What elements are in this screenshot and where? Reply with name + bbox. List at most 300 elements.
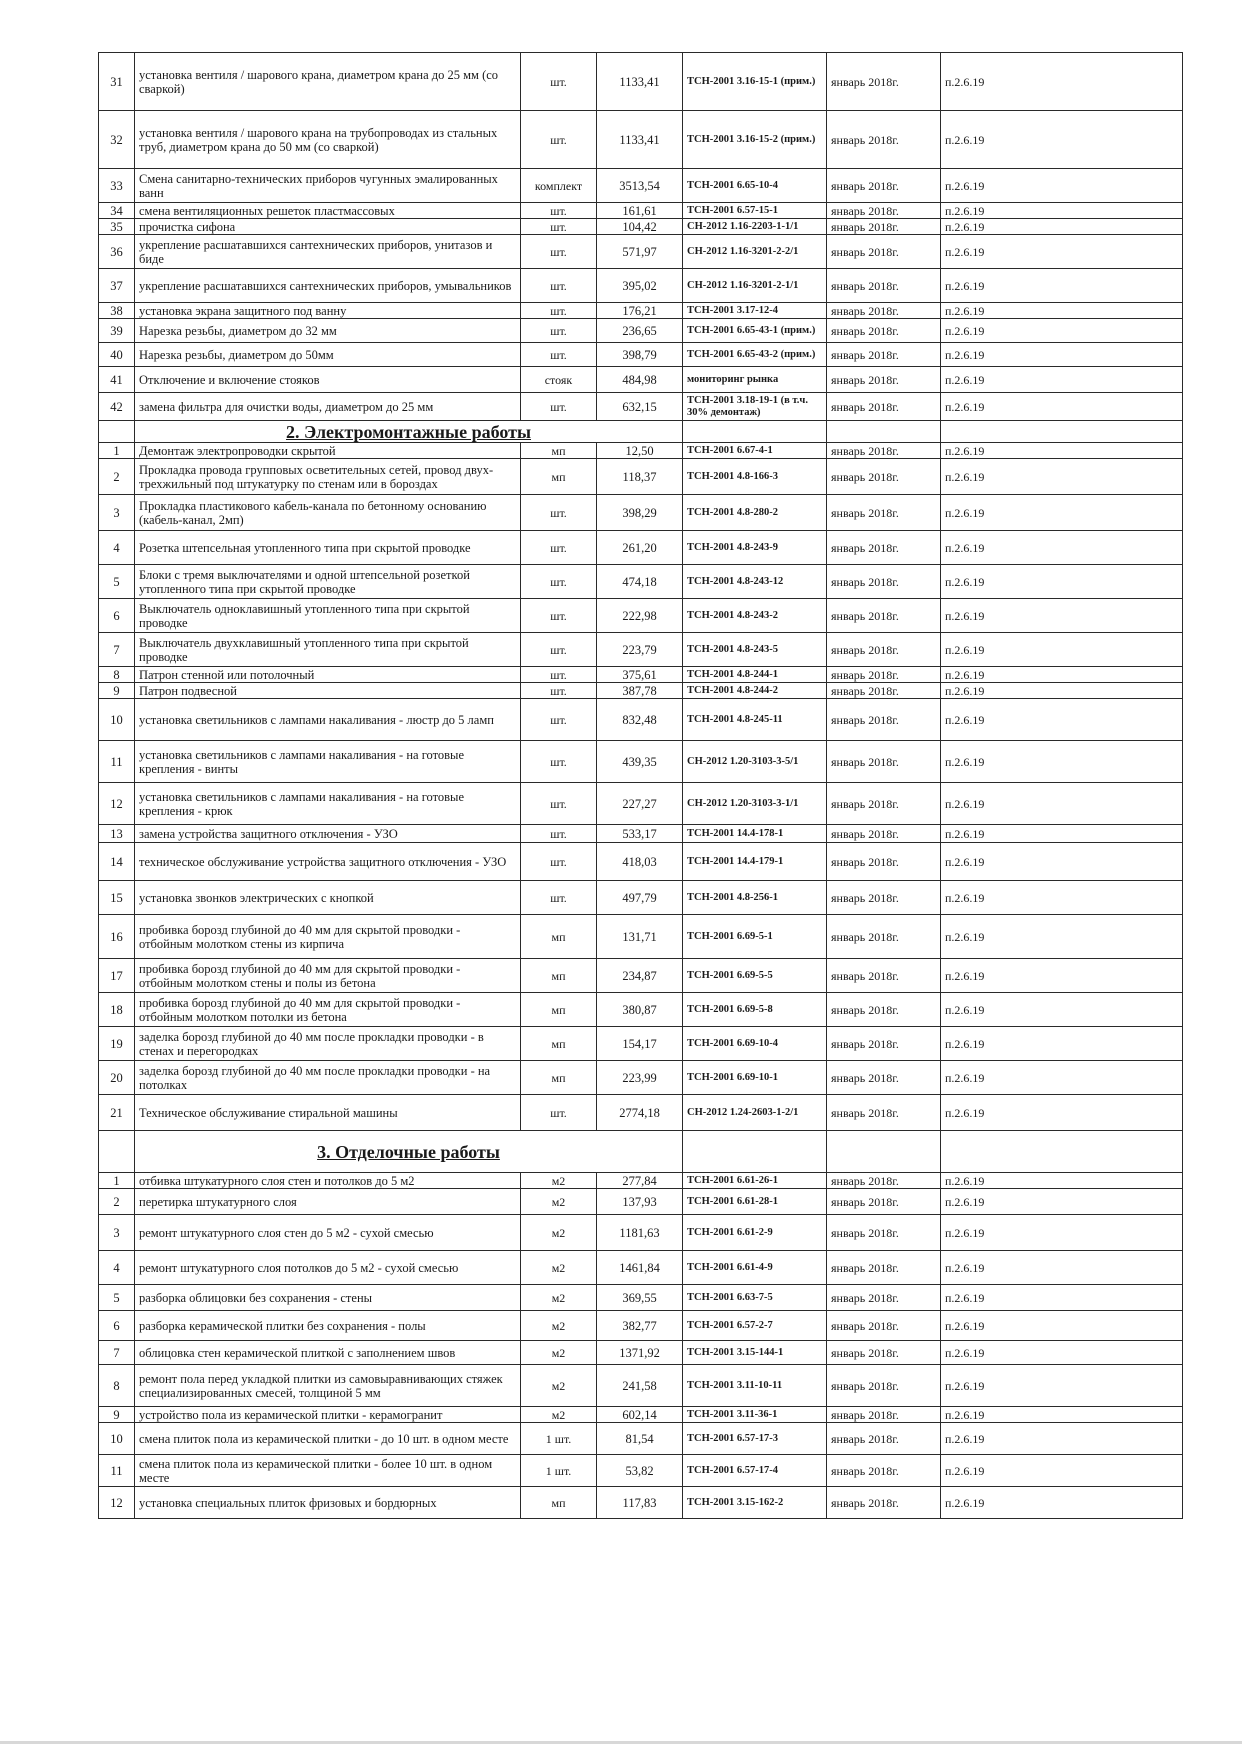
table-row	[99, 1341, 1183, 1365]
norm-code: ТСН-2001 3.16-15-1 (прим.)	[683, 53, 827, 111]
norm-code: СН-2012 1.16-2203-1-1/1	[683, 219, 827, 235]
row-number: 2	[99, 459, 135, 495]
unit-of-measure: мп	[521, 915, 597, 959]
norm-code: ТСН-2001 3.11-10-11	[683, 1365, 827, 1407]
price-date: январь 2018г.	[827, 1061, 941, 1095]
clause-ref: п.2.6.19	[941, 1455, 1183, 1487]
norm-code: ТСН-2001 6.63-7-5	[683, 1285, 827, 1311]
norm-code: СН-2012 1.16-3201-2-2/1	[683, 235, 827, 269]
table-row	[99, 1215, 1183, 1251]
table-row	[99, 169, 1183, 203]
clause-ref: п.2.6.19	[941, 741, 1183, 783]
table-row	[99, 203, 1183, 219]
clause-ref: п.2.6.19	[941, 915, 1183, 959]
work-description: Нарезка резьбы, диаметром до 32 мм	[135, 319, 521, 343]
row-number: 4	[99, 531, 135, 565]
norm-code: ТСН-2001 6.69-5-5	[683, 959, 827, 993]
row-number: 6	[99, 599, 135, 633]
table-row	[99, 1027, 1183, 1061]
section-header-row	[99, 1131, 1183, 1173]
unit-of-measure: шт.	[521, 633, 597, 667]
norm-code: ТСН-2001 6.57-17-4	[683, 1455, 827, 1487]
work-description: пробивка борозд глубиной до 40 мм для скрытой проводки - отбойным молотком стены из кирпича	[135, 915, 521, 959]
norm-code: ТСН-2001 3.11-36-1	[683, 1407, 827, 1423]
unit-of-measure: шт.	[521, 825, 597, 843]
table-row	[99, 235, 1183, 269]
work-description: смена вентиляционных решеток пластмассовых	[135, 203, 521, 219]
unit-of-measure: комплект	[521, 169, 597, 203]
row-number: 8	[99, 1365, 135, 1407]
price-value: 1133,41	[597, 53, 683, 111]
work-description: разборка керамической плитки без сохранения - полы	[135, 1311, 521, 1341]
unit-of-measure: шт.	[521, 269, 597, 303]
clause-ref: п.2.6.19	[941, 1251, 1183, 1285]
clause-ref: п.2.6.19	[941, 111, 1183, 169]
norm-code: ТСН-2001 6.61-26-1	[683, 1173, 827, 1189]
table-row	[99, 443, 1183, 459]
price-date: январь 2018г.	[827, 53, 941, 111]
section-empty-cell	[827, 421, 941, 443]
price-date: январь 2018г.	[827, 1455, 941, 1487]
work-description: Патрон стенной или потолочный	[135, 667, 521, 683]
section-title: 3. Отделочные работы	[135, 1131, 683, 1173]
row-number: 9	[99, 683, 135, 699]
price-value: 222,98	[597, 599, 683, 633]
unit-of-measure: м2	[521, 1311, 597, 1341]
row-number: 5	[99, 1285, 135, 1311]
price-value: 375,61	[597, 667, 683, 683]
work-description: Выключатель двухклавишный утопленного типа при скрытой проводке	[135, 633, 521, 667]
work-description: Нарезка резьбы, диаметром до 50мм	[135, 343, 521, 367]
clause-ref: п.2.6.19	[941, 959, 1183, 993]
table-row	[99, 683, 1183, 699]
table-row	[99, 219, 1183, 235]
row-number: 3	[99, 495, 135, 531]
row-number: 11	[99, 1455, 135, 1487]
clause-ref: п.2.6.19	[941, 531, 1183, 565]
work-description: Прокладка пластикового кабель-канала по бетонному основанию (кабель-канал, 2мп)	[135, 495, 521, 531]
price-value: 161,61	[597, 203, 683, 219]
work-description: Техническое обслуживание стиральной машины	[135, 1095, 521, 1131]
price-value: 1181,63	[597, 1215, 683, 1251]
table-row	[99, 367, 1183, 393]
unit-of-measure: шт.	[521, 219, 597, 235]
norm-code: ТСН-2001 4.8-256-1	[683, 881, 827, 915]
unit-of-measure: шт.	[521, 599, 597, 633]
table-row	[99, 959, 1183, 993]
norm-code: ТСН-2001 14.4-178-1	[683, 825, 827, 843]
row-number: 5	[99, 565, 135, 599]
clause-ref: п.2.6.19	[941, 443, 1183, 459]
norm-code: СН-2012 1.20-3103-3-5/1	[683, 741, 827, 783]
unit-of-measure: м2	[521, 1189, 597, 1215]
table-row	[99, 53, 1183, 111]
work-description: пробивка борозд глубиной до 40 мм для скрытой проводки - отбойным молотком потолки из бетона	[135, 993, 521, 1027]
section-empty-cell	[683, 421, 827, 443]
norm-code: ТСН-2001 6.65-43-1 (прим.)	[683, 319, 827, 343]
row-number: 42	[99, 393, 135, 421]
clause-ref: п.2.6.19	[941, 683, 1183, 699]
work-description: пробивка борозд глубиной до 40 мм для скрытой проводки - отбойным молотком стены и полы из бетона	[135, 959, 521, 993]
section-empty-cell	[941, 421, 1183, 443]
clause-ref: п.2.6.19	[941, 1173, 1183, 1189]
price-value: 398,29	[597, 495, 683, 531]
norm-code: ТСН-2001 6.69-10-4	[683, 1027, 827, 1061]
norm-code: ТСН-2001 4.8-243-9	[683, 531, 827, 565]
table-row	[99, 565, 1183, 599]
price-value: 439,35	[597, 741, 683, 783]
clause-ref: п.2.6.19	[941, 565, 1183, 599]
price-value: 418,03	[597, 843, 683, 881]
clause-ref: п.2.6.19	[941, 169, 1183, 203]
clause-ref: п.2.6.19	[941, 269, 1183, 303]
price-date: январь 2018г.	[827, 203, 941, 219]
price-date: январь 2018г.	[827, 683, 941, 699]
table-row	[99, 269, 1183, 303]
unit-of-measure: шт.	[521, 565, 597, 599]
row-number: 10	[99, 1423, 135, 1455]
unit-of-measure: м2	[521, 1285, 597, 1311]
clause-ref: п.2.6.19	[941, 1061, 1183, 1095]
price-date: январь 2018г.	[827, 269, 941, 303]
work-description: установка специальных плиток фризовых и бордюрных	[135, 1487, 521, 1519]
clause-ref: п.2.6.19	[941, 1487, 1183, 1519]
unit-of-measure: мп	[521, 1027, 597, 1061]
table-row	[99, 633, 1183, 667]
price-date: январь 2018г.	[827, 343, 941, 367]
work-description: установка звонков электрических с кнопкой	[135, 881, 521, 915]
row-number: 39	[99, 319, 135, 343]
clause-ref: п.2.6.19	[941, 1341, 1183, 1365]
row-number: 32	[99, 111, 135, 169]
section-empty-cell	[941, 1131, 1183, 1173]
table-row	[99, 1251, 1183, 1285]
table-row	[99, 825, 1183, 843]
clause-ref: п.2.6.19	[941, 881, 1183, 915]
unit-of-measure: шт.	[521, 683, 597, 699]
price-date: январь 2018г.	[827, 1311, 941, 1341]
clause-ref: п.2.6.19	[941, 367, 1183, 393]
clause-ref: п.2.6.19	[941, 783, 1183, 825]
norm-code: ТСН-2001 6.61-28-1	[683, 1189, 827, 1215]
unit-of-measure: шт.	[521, 495, 597, 531]
norm-code: ТСН-2001 4.8-280-2	[683, 495, 827, 531]
norm-code: ТСН-2001 14.4-179-1	[683, 843, 827, 881]
unit-of-measure: шт.	[521, 343, 597, 367]
price-date: январь 2018г.	[827, 495, 941, 531]
table-row	[99, 303, 1183, 319]
norm-code: ТСН-2001 4.8-243-12	[683, 565, 827, 599]
table-row	[99, 343, 1183, 367]
table-row	[99, 741, 1183, 783]
clause-ref: п.2.6.19	[941, 1095, 1183, 1131]
price-date: январь 2018г.	[827, 111, 941, 169]
clause-ref: п.2.6.19	[941, 393, 1183, 421]
unit-of-measure: шт.	[521, 667, 597, 683]
price-date: январь 2018г.	[827, 1285, 941, 1311]
work-description: установка светильников с лампами накаливания - на готовые крепления - крюк	[135, 783, 521, 825]
unit-of-measure: шт.	[521, 235, 597, 269]
price-date: январь 2018г.	[827, 303, 941, 319]
table-row	[99, 1311, 1183, 1341]
table-row	[99, 599, 1183, 633]
row-number: 35	[99, 219, 135, 235]
section-empty-cell	[683, 1131, 827, 1173]
row-number: 15	[99, 881, 135, 915]
norm-code: ТСН-2001 4.8-243-2	[683, 599, 827, 633]
table-row	[99, 1285, 1183, 1311]
row-number: 21	[99, 1095, 135, 1131]
row-number: 12	[99, 1487, 135, 1519]
table-row	[99, 843, 1183, 881]
section-empty-cell	[827, 1131, 941, 1173]
work-description: замена фильтра для очистки воды, диаметром до 25 мм	[135, 393, 521, 421]
norm-code: ТСН-2001 6.65-43-2 (прим.)	[683, 343, 827, 367]
clause-ref: п.2.6.19	[941, 219, 1183, 235]
work-description: укрепление расшатавшихся сантехнических приборов, умывальников	[135, 269, 521, 303]
price-value: 154,17	[597, 1027, 683, 1061]
price-table-body	[99, 53, 1183, 1519]
row-number: 1	[99, 1173, 135, 1189]
unit-of-measure: м2	[521, 1365, 597, 1407]
table-row	[99, 319, 1183, 343]
clause-ref: п.2.6.19	[941, 1311, 1183, 1341]
price-value: 387,78	[597, 683, 683, 699]
unit-of-measure: шт.	[521, 393, 597, 421]
work-description: разборка облицовки без сохранения - стены	[135, 1285, 521, 1311]
norm-code: ТСН-2001 3.15-162-2	[683, 1487, 827, 1519]
unit-of-measure: мп	[521, 993, 597, 1027]
clause-ref: п.2.6.19	[941, 495, 1183, 531]
clause-ref: п.2.6.19	[941, 843, 1183, 881]
price-date: январь 2018г.	[827, 459, 941, 495]
price-date: январь 2018г.	[827, 235, 941, 269]
price-date: январь 2018г.	[827, 959, 941, 993]
norm-code: ТСН-2001 6.57-15-1	[683, 203, 827, 219]
price-value: 241,58	[597, 1365, 683, 1407]
row-number: 31	[99, 53, 135, 111]
price-value: 2774,18	[597, 1095, 683, 1131]
row-number: 7	[99, 1341, 135, 1365]
price-date: январь 2018г.	[827, 531, 941, 565]
table-row	[99, 915, 1183, 959]
table-row	[99, 1189, 1183, 1215]
price-date: январь 2018г.	[827, 367, 941, 393]
row-number: 17	[99, 959, 135, 993]
price-value: 277,84	[597, 1173, 683, 1189]
unit-of-measure: мп	[521, 443, 597, 459]
price-value: 1371,92	[597, 1341, 683, 1365]
row-number: 16	[99, 915, 135, 959]
price-value: 474,18	[597, 565, 683, 599]
price-date: январь 2018г.	[827, 993, 941, 1027]
work-description: Прокладка провода групповых осветительных сетей, провод двух-трехжильный под штукатурку по стенам или в бороздах	[135, 459, 521, 495]
work-description: Смена санитарно-технических приборов чугунных эмалированных ванн	[135, 169, 521, 203]
unit-of-measure: шт.	[521, 699, 597, 741]
work-description: Розетка штепсельная утопленного типа при скрытой проводке	[135, 531, 521, 565]
price-date: январь 2018г.	[827, 1027, 941, 1061]
price-value: 227,27	[597, 783, 683, 825]
price-value: 832,48	[597, 699, 683, 741]
price-date: январь 2018г.	[827, 881, 941, 915]
work-description: ремонт штукатурного слоя потолков до 5 м2 - сухой смесью	[135, 1251, 521, 1285]
price-date: январь 2018г.	[827, 1095, 941, 1131]
unit-of-measure: м2	[521, 1173, 597, 1189]
clause-ref: п.2.6.19	[941, 1189, 1183, 1215]
price-date: январь 2018г.	[827, 1215, 941, 1251]
table-row	[99, 1407, 1183, 1423]
work-description: замена устройства защитного отключения - УЗО	[135, 825, 521, 843]
price-date: январь 2018г.	[827, 741, 941, 783]
work-description: Демонтаж электропроводки скрытой	[135, 443, 521, 459]
row-number: 37	[99, 269, 135, 303]
table-row	[99, 1095, 1183, 1131]
work-description: облицовка стен керамической плиткой с заполнением швов	[135, 1341, 521, 1365]
norm-code: СН-2012 1.20-3103-3-1/1	[683, 783, 827, 825]
norm-code: ТСН-2001 4.8-166-3	[683, 459, 827, 495]
clause-ref: п.2.6.19	[941, 459, 1183, 495]
work-description: Патрон подвесной	[135, 683, 521, 699]
price-date: январь 2018г.	[827, 825, 941, 843]
unit-of-measure: мп	[521, 1487, 597, 1519]
norm-code: ТСН-2001 4.8-244-2	[683, 683, 827, 699]
row-number: 12	[99, 783, 135, 825]
norm-code: ТСН-2001 6.67-4-1	[683, 443, 827, 459]
row-number: 20	[99, 1061, 135, 1095]
price-value: 137,93	[597, 1189, 683, 1215]
unit-of-measure: стояк	[521, 367, 597, 393]
row-number: 36	[99, 235, 135, 269]
price-date: январь 2018г.	[827, 843, 941, 881]
table-row	[99, 1423, 1183, 1455]
work-description: перетирка штукатурного слоя	[135, 1189, 521, 1215]
section-number-cell	[99, 421, 135, 443]
norm-code: ТСН-2001 6.57-2-7	[683, 1311, 827, 1341]
clause-ref: п.2.6.19	[941, 343, 1183, 367]
norm-code: СН-2012 1.16-3201-2-1/1	[683, 269, 827, 303]
row-number: 4	[99, 1251, 135, 1285]
clause-ref: п.2.6.19	[941, 699, 1183, 741]
work-description: установка вентиля / шарового крана, диаметром крана до 25 мм (со сваркой)	[135, 53, 521, 111]
price-date: январь 2018г.	[827, 169, 941, 203]
clause-ref: п.2.6.19	[941, 633, 1183, 667]
table-row	[99, 699, 1183, 741]
price-value: 104,42	[597, 219, 683, 235]
clause-ref: п.2.6.19	[941, 1407, 1183, 1423]
unit-of-measure: шт.	[521, 319, 597, 343]
norm-code: ТСН-2001 6.69-10-1	[683, 1061, 827, 1095]
clause-ref: п.2.6.19	[941, 203, 1183, 219]
work-description: установка светильников с лампами накаливания - на готовые крепления - винты	[135, 741, 521, 783]
price-value: 53,82	[597, 1455, 683, 1487]
norm-code: ТСН-2001 3.15-144-1	[683, 1341, 827, 1365]
table-row	[99, 783, 1183, 825]
price-value: 369,55	[597, 1285, 683, 1311]
clause-ref: п.2.6.19	[941, 825, 1183, 843]
clause-ref: п.2.6.19	[941, 53, 1183, 111]
unit-of-measure: шт.	[521, 303, 597, 319]
clause-ref: п.2.6.19	[941, 303, 1183, 319]
clause-ref: п.2.6.19	[941, 235, 1183, 269]
work-description: заделка борозд глубиной до 40 мм после прокладки проводки - на потолках	[135, 1061, 521, 1095]
work-description: установка светильников с лампами накаливания - люстр до 5 ламп	[135, 699, 521, 741]
unit-of-measure: мп	[521, 1061, 597, 1095]
price-date: январь 2018г.	[827, 443, 941, 459]
price-value: 602,14	[597, 1407, 683, 1423]
price-value: 395,02	[597, 269, 683, 303]
unit-of-measure: шт.	[521, 843, 597, 881]
section-header-row	[99, 421, 1183, 443]
price-value: 236,65	[597, 319, 683, 343]
scan-edge	[0, 1741, 1242, 1744]
unit-of-measure: м2	[521, 1251, 597, 1285]
unit-of-measure: шт.	[521, 531, 597, 565]
price-value: 223,99	[597, 1061, 683, 1095]
work-description: техническое обслуживание устройства защитного отключения - УЗО	[135, 843, 521, 881]
clause-ref: п.2.6.19	[941, 319, 1183, 343]
price-value: 571,97	[597, 235, 683, 269]
norm-code: ТСН-2001 6.69-5-8	[683, 993, 827, 1027]
work-description: укрепление расшатавшихся сантехнических приборов, унитазов и биде	[135, 235, 521, 269]
table-row	[99, 393, 1183, 421]
norm-code: ТСН-2001 3.16-15-2 (прим.)	[683, 111, 827, 169]
table-row	[99, 1365, 1183, 1407]
price-date: январь 2018г.	[827, 1341, 941, 1365]
unit-of-measure: шт.	[521, 53, 597, 111]
work-description: ремонт штукатурного слоя стен до 5 м2 - сухой смесью	[135, 1215, 521, 1251]
price-date: январь 2018г.	[827, 1365, 941, 1407]
price-value: 12,50	[597, 443, 683, 459]
section-number-cell	[99, 1131, 135, 1173]
unit-of-measure: шт.	[521, 881, 597, 915]
price-value: 118,37	[597, 459, 683, 495]
work-description: устройство пола из керамической плитки - керамогранит	[135, 1407, 521, 1423]
price-value: 380,87	[597, 993, 683, 1027]
table-row	[99, 1173, 1183, 1189]
row-number: 11	[99, 741, 135, 783]
row-number: 1	[99, 443, 135, 459]
norm-code: СН-2012 1.24-2603-1-2/1	[683, 1095, 827, 1131]
clause-ref: п.2.6.19	[941, 1365, 1183, 1407]
unit-of-measure: шт.	[521, 741, 597, 783]
unit-of-measure: 1 шт.	[521, 1455, 597, 1487]
norm-code: ТСН-2001 6.61-2-9	[683, 1215, 827, 1251]
price-value: 3513,54	[597, 169, 683, 203]
price-value: 632,15	[597, 393, 683, 421]
unit-of-measure: м2	[521, 1215, 597, 1251]
row-number: 6	[99, 1311, 135, 1341]
unit-of-measure: шт.	[521, 783, 597, 825]
price-value: 117,83	[597, 1487, 683, 1519]
row-number: 18	[99, 993, 135, 1027]
price-value: 223,79	[597, 633, 683, 667]
row-number: 14	[99, 843, 135, 881]
work-description: смена плиток пола из керамической плитки - до 10 шт. в одном месте	[135, 1423, 521, 1455]
row-number: 7	[99, 633, 135, 667]
norm-code: ТСН-2001 3.18-19-1 (в т.ч. 30% демонтаж)	[683, 393, 827, 421]
price-date: январь 2018г.	[827, 915, 941, 959]
table-row	[99, 1061, 1183, 1095]
work-description: ремонт пола перед укладкой плитки из самовыравнивающих стяжек специализированных смесей, толщиной 5 мм	[135, 1365, 521, 1407]
table-row	[99, 459, 1183, 495]
norm-code: ТСН-2001 4.8-244-1	[683, 667, 827, 683]
price-value: 1461,84	[597, 1251, 683, 1285]
table-row	[99, 881, 1183, 915]
price-date: январь 2018г.	[827, 699, 941, 741]
price-table	[98, 52, 1183, 1519]
row-number: 38	[99, 303, 135, 319]
unit-of-measure: шт.	[521, 203, 597, 219]
